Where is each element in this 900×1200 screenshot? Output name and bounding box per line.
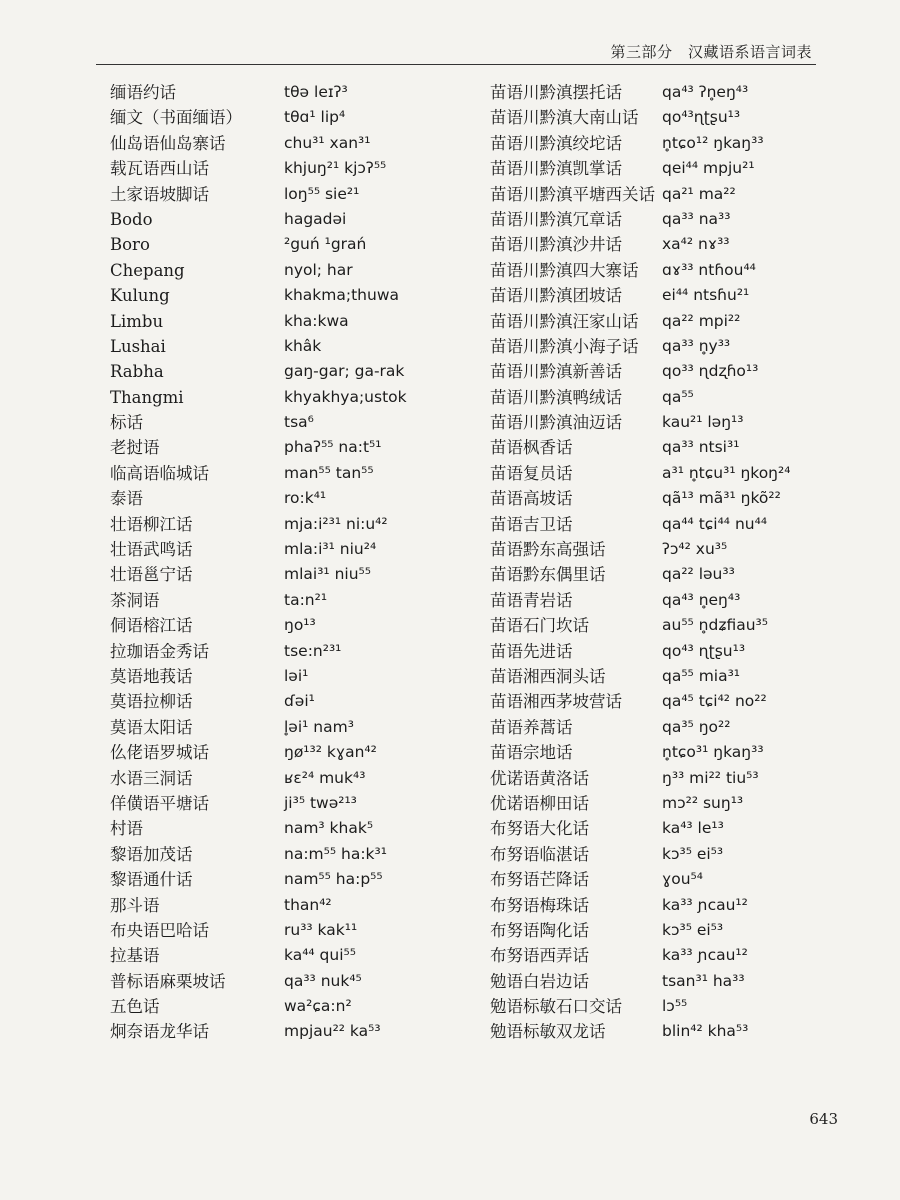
word-form: qa³³ ntsi³¹: [662, 438, 740, 457]
word-form: kɔ³⁵ ei⁵³: [662, 920, 724, 939]
entry-row: [110, 80, 510, 105]
entry-row: [110, 182, 510, 207]
language-name: 苗语枫香话: [490, 438, 573, 458]
language-name: 临高语临城话: [110, 463, 209, 483]
entry-row: [490, 918, 890, 943]
language-name: 五色话: [110, 997, 160, 1017]
word-form: qa⁴⁵ tɕi⁴² no²²: [662, 692, 767, 711]
word-form: ei⁴⁴ ntsɦu²¹: [662, 286, 750, 305]
language-name: 水语三洞话: [110, 768, 193, 788]
language-name: 村语: [110, 819, 143, 839]
language-name: 仫佬语罗城话: [110, 743, 209, 763]
entry-row: [490, 385, 890, 410]
entry-row: [110, 537, 510, 562]
word-form: hagadəi: [284, 209, 347, 228]
language-name: 缅文（书面缅语）: [110, 108, 242, 128]
word-form: qo³³ ɳdʐɦo¹³: [662, 362, 759, 381]
language-name: 苗语川黔滇团坡话: [490, 286, 622, 306]
word-form: tθɑ¹ lip⁴: [284, 108, 346, 127]
entry-row: [110, 359, 510, 384]
language-name: 布努语大化话: [490, 819, 589, 839]
entry-row: [490, 893, 890, 918]
word-form: qa³⁵ ŋo²²: [662, 717, 731, 736]
language-name: 苗语川黔滇冗章话: [490, 209, 622, 229]
language-name: 拉珈语金秀话: [110, 641, 209, 661]
language-name: Boro: [110, 235, 150, 255]
entry-row: [110, 410, 510, 435]
language-name: 苗语青岩话: [490, 590, 573, 610]
word-form: qa³³ n̥y³³: [662, 336, 731, 355]
entry-row: [110, 639, 510, 664]
word-form: ka³³ ɲcau¹²: [662, 895, 748, 914]
entry-row: [110, 461, 510, 486]
language-name: 土家语坡脚话: [110, 184, 209, 204]
entry-row: [110, 715, 510, 740]
entry-row: [490, 232, 890, 257]
page-number: 643: [809, 1110, 838, 1128]
entry-row: [490, 766, 890, 791]
language-name: 壮语武鸣话: [110, 540, 193, 560]
language-name: 那斗语: [110, 895, 160, 915]
language-name: 苗语黔东偶里话: [490, 565, 606, 585]
word-form: n̥tɕo³¹ ŋkaŋ³³: [662, 743, 764, 762]
entry-row: [490, 639, 890, 664]
entry-row: [110, 486, 510, 511]
word-form: lɔ⁵⁵: [662, 997, 688, 1016]
word-form: nyol; har: [284, 260, 353, 279]
word-form: ka⁴³ le¹³: [662, 819, 724, 838]
entry-row: [490, 131, 890, 156]
entry-row: [490, 359, 890, 384]
language-name: 黎语加茂话: [110, 844, 193, 864]
language-name: 泰语: [110, 489, 143, 509]
word-form: a³¹ n̥tɕu³¹ ŋkoŋ²⁴: [662, 463, 791, 482]
word-form: ta:n²¹: [284, 590, 328, 609]
language-name: 苗语川黔滇沙井话: [490, 235, 622, 255]
language-name: 苗语黔东高强话: [490, 540, 606, 560]
entry-row: [110, 435, 510, 460]
word-form: tsa⁶: [284, 413, 314, 432]
entry-row: [490, 334, 890, 359]
word-form: mɔ²² suŋ¹³: [662, 793, 744, 812]
language-name: 老挝语: [110, 438, 160, 458]
language-name: 壮语柳江话: [110, 514, 193, 534]
entry-row: [490, 461, 890, 486]
language-name: 苗语养蒿话: [490, 717, 573, 737]
language-name: 黎语通什话: [110, 870, 193, 890]
word-form: tsan³¹ ha³³: [662, 971, 745, 990]
word-form: loŋ⁵⁵ sie²¹: [284, 184, 360, 203]
entry-row: [490, 80, 890, 105]
language-name: 勉语标敏双龙话: [490, 1022, 606, 1042]
word-form: qa²² ləu³³: [662, 565, 735, 584]
entry-row: [110, 207, 510, 232]
entry-row: [110, 156, 510, 181]
entry-row: [110, 943, 510, 968]
entry-row: [490, 969, 890, 994]
entry-row: [110, 385, 510, 410]
language-name: 优诺语柳田话: [490, 793, 589, 813]
word-form: ləi¹: [284, 666, 309, 685]
word-form: than⁴²: [284, 895, 332, 914]
language-name: 苗语先进话: [490, 641, 573, 661]
word-form: ɣou⁵⁴: [662, 870, 703, 889]
entry-row: [490, 486, 890, 511]
word-form: qa⁵⁵ mia³¹: [662, 666, 741, 685]
word-form: l̥əi¹ nam³: [284, 717, 354, 736]
language-name: 布央语巴哈话: [110, 920, 209, 940]
entry-row: [490, 816, 890, 841]
language-name: 苗语石门坎话: [490, 616, 589, 636]
entry-row: [110, 131, 510, 156]
language-name: 苗语湘西茅坡营话: [490, 692, 622, 712]
language-name: 布努语芒降话: [490, 870, 589, 890]
entry-row: [490, 435, 890, 460]
left-column: [110, 80, 510, 1045]
word-form: ŋø¹³² kɣan⁴²: [284, 743, 377, 762]
language-name: 拉基语: [110, 946, 160, 966]
word-form: qã¹³ mã³¹ ŋkõ²²: [662, 489, 781, 508]
entry-row: [490, 258, 890, 283]
entry-row: [490, 207, 890, 232]
word-form: qa³³ na³³: [662, 209, 731, 228]
entry-row: [110, 994, 510, 1019]
language-name: Thangmi: [110, 387, 184, 407]
word-form: au⁵⁵ n̥dʑfiau³⁵: [662, 616, 768, 635]
entry-row: [110, 1019, 510, 1044]
entry-row: [110, 232, 510, 257]
word-form: nam⁵⁵ ha:p⁵⁵: [284, 870, 383, 889]
language-name: 苗语复员话: [490, 463, 573, 483]
word-form: wa²ɕa:n²: [284, 997, 352, 1016]
word-form: kau²¹ ləŋ¹³: [662, 413, 744, 432]
language-name: Rabha: [110, 362, 164, 382]
word-form: khyakhya;ustok: [284, 387, 407, 406]
entry-row: [490, 537, 890, 562]
language-name: 普标语麻栗坡话: [110, 971, 226, 991]
language-name: 仙岛语仙岛寨话: [110, 133, 226, 153]
word-form: ro:k⁴¹: [284, 489, 327, 508]
language-name: 茶洞语: [110, 590, 160, 610]
language-name: 苗语川黔滇鸭绒话: [490, 387, 622, 407]
word-form: ji³⁵ twə²¹³: [284, 793, 357, 812]
language-name: 苗语川黔滇汪家山话: [490, 311, 639, 331]
word-form: khâk: [284, 336, 322, 355]
language-name: 苗语川黔滇新善话: [490, 362, 622, 382]
language-name: 莫语太阳话: [110, 717, 193, 737]
entry-row: [110, 842, 510, 867]
word-form: ŋ³³ mi²² tiu⁵³: [662, 768, 759, 787]
header-rule: [96, 64, 816, 65]
word-form: tse:n²³¹: [284, 641, 342, 660]
entry-row: [490, 740, 890, 765]
language-name: Limbu: [110, 311, 164, 331]
entry-row: [110, 664, 510, 689]
running-header: 第三部分 汉藏语系语言词表: [610, 43, 812, 61]
entry-row: [110, 893, 510, 918]
language-name: 苗语川黔滇大南山话: [490, 108, 639, 128]
entry-row: [490, 689, 890, 714]
word-form: ʁɛ²⁴ muk⁴³: [284, 768, 366, 787]
word-form: qa²¹ ma²²: [662, 184, 736, 203]
language-name: 布努语梅珠话: [490, 895, 589, 915]
word-form: ka³³ ɲcau¹²: [662, 946, 748, 965]
entry-row: [110, 766, 510, 791]
word-form: mlai³¹ niu⁵⁵: [284, 565, 371, 584]
language-name: 苗语高坡话: [490, 489, 573, 509]
language-name: 苗语川黔滇平塘西关话: [490, 184, 655, 204]
entry-row: [490, 1019, 890, 1044]
word-form: qa⁵⁵: [662, 387, 694, 406]
word-form: chu³¹ xan³¹: [284, 133, 371, 152]
language-name: Kulung: [110, 286, 170, 306]
language-name: 苗语川黔滇摆托话: [490, 83, 622, 102]
entry-row: [490, 182, 890, 207]
word-form: man⁵⁵ tan⁵⁵: [284, 463, 374, 482]
entry-row: [110, 918, 510, 943]
entry-row: [110, 562, 510, 587]
word-form: qo⁴³ ɳʈʂu¹³: [662, 641, 746, 660]
entry-row: [110, 334, 510, 359]
word-form: phaʔ⁵⁵ na:t⁵¹: [284, 438, 382, 457]
entry-row: [110, 512, 510, 537]
entry-row: [110, 613, 510, 638]
language-name: 佯僙语平塘话: [110, 793, 209, 813]
language-name: 莫语地莪话: [110, 666, 193, 686]
word-form: khjuŋ²¹ kjɔʔ⁵⁵: [284, 159, 387, 178]
language-name: 壮语邕宁话: [110, 565, 193, 585]
entry-row: [490, 562, 890, 587]
entry-row: [490, 715, 890, 740]
word-form: tθə leɪʔ³: [284, 83, 348, 101]
word-form: khakma;thuwa: [284, 286, 399, 305]
language-name: Chepang: [110, 260, 185, 280]
word-form: nam³ khak⁵: [284, 819, 374, 838]
language-name: 优诺语黄洛话: [490, 768, 589, 788]
language-name: 苗语湘西洞头话: [490, 666, 606, 686]
entry-row: [490, 613, 890, 638]
entry-row: [110, 867, 510, 892]
word-form: blin⁴² kha⁵³: [662, 1022, 749, 1041]
word-form: ʔɔ⁴² xu³⁵: [662, 540, 728, 559]
entry-row: [490, 943, 890, 968]
entry-row: [110, 588, 510, 613]
word-form: ²guń ¹grań: [284, 235, 367, 254]
entry-row: [110, 105, 510, 130]
language-name: 苗语川黔滇油迈话: [490, 413, 622, 433]
word-form: qo⁴³ɳʈʂu¹³: [662, 108, 741, 127]
language-name: 苗语吉卫话: [490, 514, 573, 534]
language-name: 苗语川黔滇四大寨话: [490, 260, 639, 280]
entry-row: [490, 410, 890, 435]
language-name: 炯奈语龙华话: [110, 1022, 209, 1042]
word-form: qei⁴⁴ mpju²¹: [662, 159, 755, 178]
word-form: qa⁴⁴ tɕi⁴⁴ nu⁴⁴: [662, 514, 768, 533]
entry-row: [490, 791, 890, 816]
entry-row: [490, 156, 890, 181]
word-form: qa⁴³ n̥eŋ⁴³: [662, 590, 741, 609]
word-form: kha:kwa: [284, 311, 349, 330]
word-form: mla:i³¹ niu²⁴: [284, 540, 377, 559]
entry-row: [110, 283, 510, 308]
entry-row: [110, 969, 510, 994]
word-form: qa⁴³ ʔn̥eŋ⁴³: [662, 83, 749, 101]
language-name: 苗语川黔滇凯掌话: [490, 159, 622, 179]
language-name: Lushai: [110, 336, 166, 356]
word-form: xa⁴² nɤ³³: [662, 235, 730, 254]
entry-row: [490, 512, 890, 537]
word-form: ka⁴⁴ qui⁵⁵: [284, 946, 356, 965]
entry-row: [110, 791, 510, 816]
entry-row: [110, 689, 510, 714]
entry-row: [490, 994, 890, 1019]
word-form: qa³³ nuk⁴⁵: [284, 971, 362, 990]
entry-row: [110, 740, 510, 765]
entry-row: [490, 309, 890, 334]
entry-row: [110, 309, 510, 334]
language-name: 苗语宗地话: [490, 743, 573, 763]
language-name: 侗语榕江话: [110, 616, 193, 636]
entry-row: [490, 283, 890, 308]
word-form: n̥tɕo¹² ŋkaŋ³³: [662, 133, 764, 152]
language-name: 布努语陶化话: [490, 920, 589, 940]
language-name: 布努语临湛话: [490, 844, 589, 864]
entry-row: [490, 664, 890, 689]
language-name: 缅语约话: [110, 83, 176, 102]
language-name: 苗语川黔滇小海子话: [490, 336, 639, 356]
word-form: ru³³ kak¹¹: [284, 920, 358, 939]
word-form: mpjau²² ka⁵³: [284, 1022, 381, 1041]
word-form: na:m⁵⁵ ha:k³¹: [284, 844, 387, 863]
language-name: 勉语白岩边话: [490, 971, 589, 991]
language-name: 莫语拉柳话: [110, 692, 193, 712]
language-name: 标话: [110, 413, 143, 433]
language-name: 勉语标敏石口交话: [490, 997, 622, 1017]
word-form: ɑɤ³³ ntɦou⁴⁴: [662, 260, 756, 279]
entry-row: [490, 588, 890, 613]
word-form: qa²² mpi²²: [662, 311, 741, 330]
word-form: gaŋ-gar; ga-rak: [284, 362, 405, 381]
entry-row: [490, 105, 890, 130]
right-column: [490, 80, 890, 1045]
entry-row: [110, 816, 510, 841]
word-form: ŋo¹³: [284, 616, 316, 635]
word-form: kɔ³⁵ ei⁵³: [662, 844, 724, 863]
language-name: 载瓦语西山话: [110, 159, 209, 179]
language-name: 苗语川黔滇绞坨话: [490, 133, 622, 153]
entry-row: [490, 867, 890, 892]
language-name: Bodo: [110, 209, 153, 229]
word-form: mja:i²³¹ ni:u⁴²: [284, 514, 388, 533]
entry-row: [110, 258, 510, 283]
word-form: ɗəi¹: [284, 692, 315, 711]
language-name: 布努语西弄话: [490, 946, 589, 966]
entry-row: [490, 842, 890, 867]
